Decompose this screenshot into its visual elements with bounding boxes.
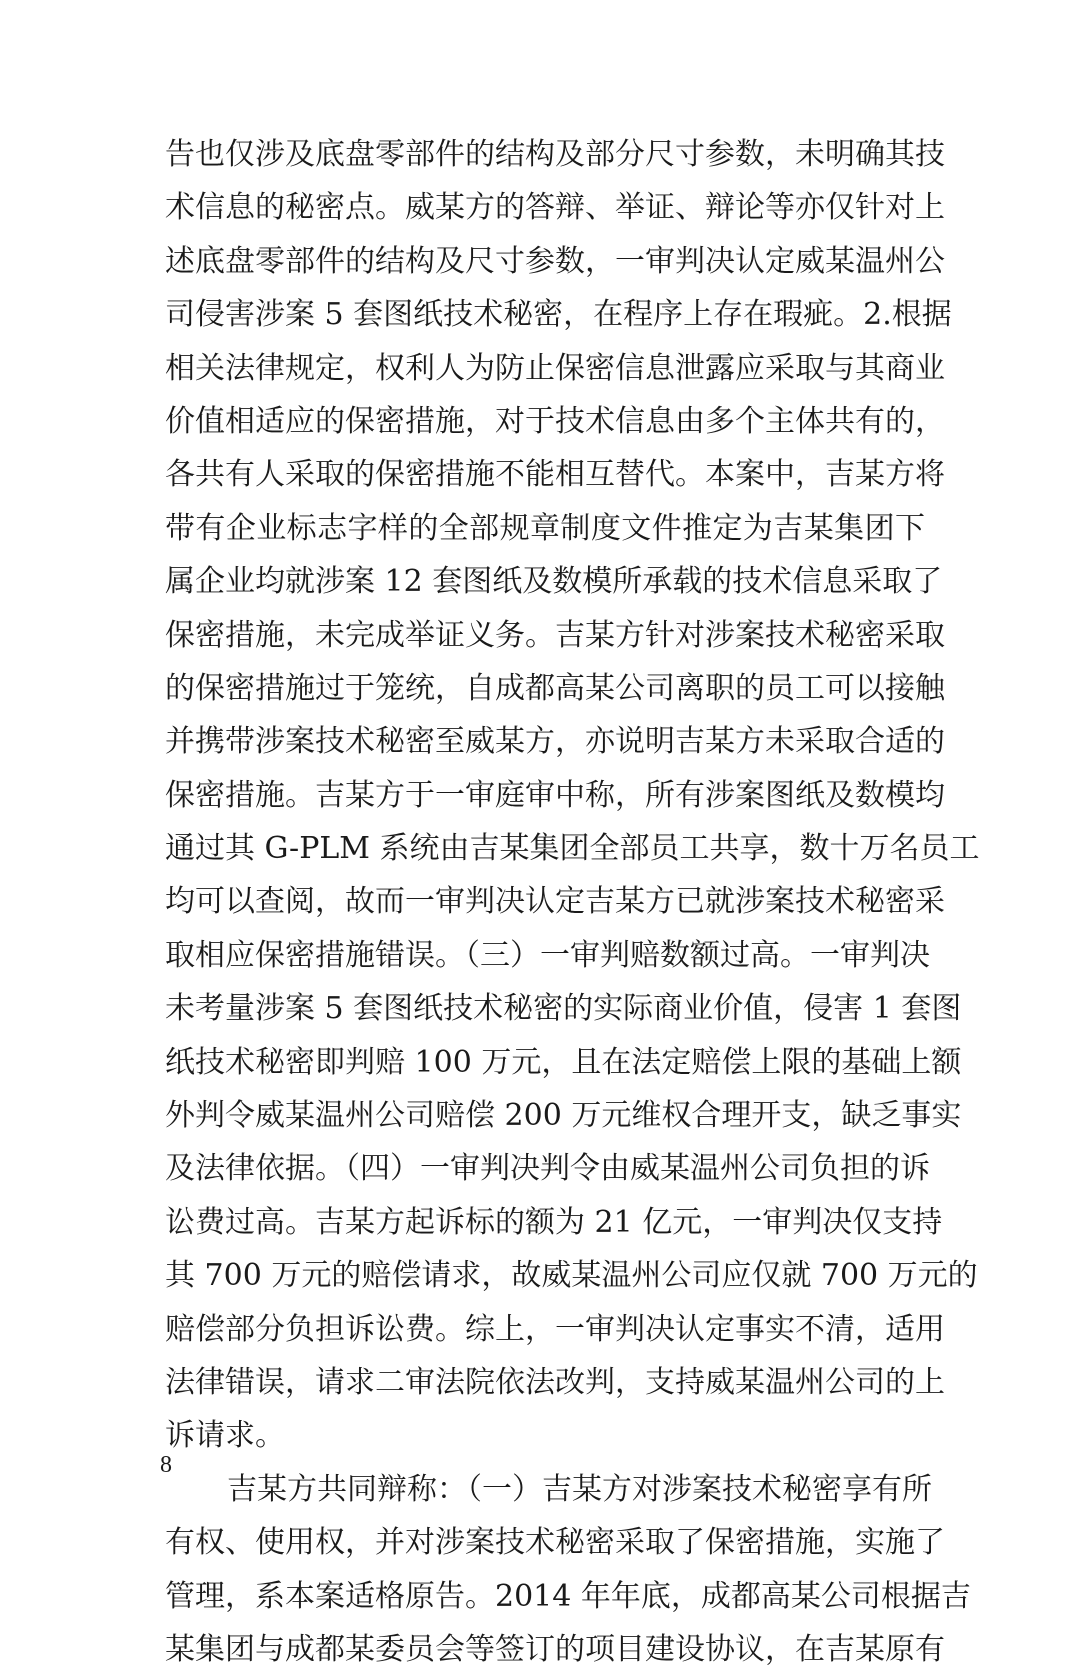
text-line: 及法律依据。（四）一审判决判令由威某温州公司负担的诉 [165,1151,930,1187]
text-line: 讼费过高。吉某方起诉标的额为 21 亿元，一审判决仅支持 [165,1204,943,1240]
body-text [165,128,980,1676]
text-line: 某集团与成都某委员会等签订的项目建设协议，在吉某原有 [165,1631,945,1667]
text-line: 管理，系本案适格原告。2014 年年底，成都高某公司根据吉 [165,1578,971,1614]
text-line: 述底盘零部件的结构及尺寸参数，一审判决认定威某温州公 [165,243,945,279]
text-line: 保密措施。吉某方于一审庭审中称，所有涉案图纸及数模均 [165,777,945,813]
page-number: 8 [160,1452,172,1478]
text-line: 保密措施，未完成举证义务。吉某方针对涉案技术秘密采取 [165,617,945,653]
text-line: 价值相适应的保密措施，对于技术信息由多个主体共有的， [165,403,945,439]
text-line: 未考量涉案 5 套图纸技术秘密的实际商业价值，侵害 1 套图 [165,991,962,1027]
text-line: 司侵害涉案 5 套图纸技术秘密，在程序上存在瑕疵。2.根据 [165,297,952,333]
text-line: 的保密措施过于笼统，自成都高某公司离职的员工可以接触 [165,670,945,706]
text-line: 法律错误，请求二审法院依法改判，支持威某温州公司的上 [165,1364,945,1400]
text-line: 吉某方共同辩称：（一）吉某方对涉案技术秘密享有所 [227,1471,932,1507]
text-line: 纸技术秘密即判赔 100 万元，且在法定赔偿上限的基础上额 [165,1044,962,1080]
text-line: 相关法律规定，权利人为防止保密信息泄露应采取与其商业 [165,350,945,386]
text-line: 其 700 万元的赔偿请求，故威某温州公司应仅就 700 万元的 [165,1258,978,1294]
text-line: 赔偿部分负担诉讼费。综上，一审判决认定事实不清，适用 [165,1311,945,1347]
text-line: 并携带涉案技术秘密至威某方，亦说明吉某方未采取合适的 [165,724,945,760]
text-line: 通过其 G-PLM 系统由吉某集团全部员工共享，数十万名员工 [165,831,980,867]
text-line: 各共有人采取的保密措施不能相互替代。本案中，吉某方将 [165,457,945,493]
text-line: 告也仅涉及底盘零部件的结构及部分尺寸参数，未明确其技 [165,137,945,172]
text-line: 外判令威某温州公司赔偿 200 万元维权合理开支，缺乏事实 [165,1098,962,1134]
text-line: 取相应保密措施错误。（三）一审判赔数额过高。一审判决 [165,937,930,973]
text-line: 属企业均就涉案 12 套图纸及数模所承载的技术信息采取了 [165,564,943,600]
text-line: 均可以查阅，故而一审判决认定吉某方已就涉案技术秘密采 [165,884,945,920]
paragraph-2 [165,1463,971,1676]
text-line: 术信息的秘密点。威某方的答辩、举证、辩论等亦仅针对上 [165,190,945,226]
paragraph-1 [165,128,980,1463]
text-line: 带有企业标志字样的全部规章制度文件推定为吉某集团下 [165,510,925,546]
text-line: 有权、使用权，并对涉案技术秘密采取了保密措施，实施了 [165,1525,945,1561]
text-line: 诉请求。 [165,1418,285,1454]
